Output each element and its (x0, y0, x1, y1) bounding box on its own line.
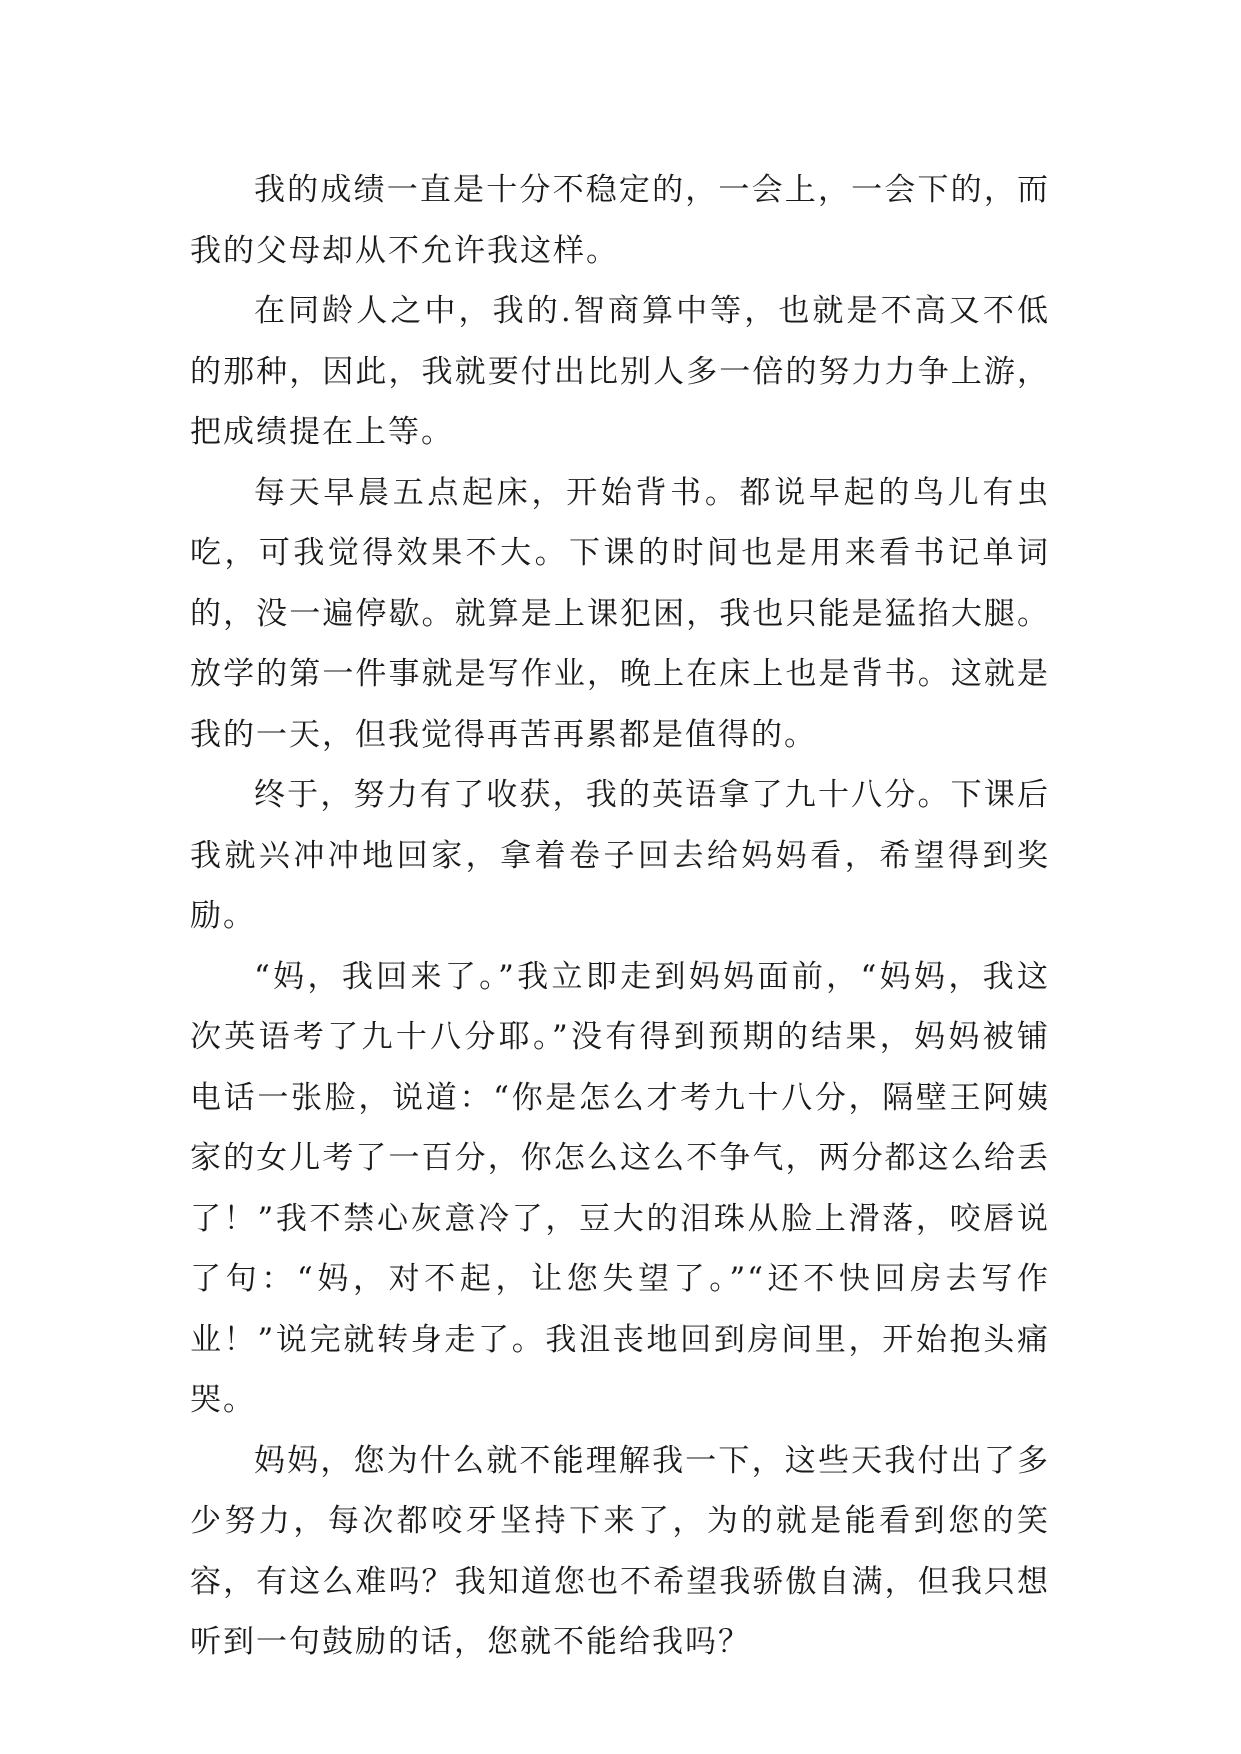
paragraph-2: 在同龄人之中，我的.智商算中等，也就是不高又不低的那种，因此，我就要付出比别人多一倍的努力力争上游，把成绩提在上等。 (190, 293, 1050, 450)
paragraph-1: 我的成绩一直是十分不稳定的，一会上，一会下的，而我的父母却从不允许我这样。 (190, 172, 1050, 269)
paragraph-6: 妈妈，您为什么就不能理解我一下，这些天我付出了多少努力，每次都咬牙坚持下来了，为的就是能看到您的笑容，有这么难吗？我知道您也不希望我骄傲自满，但我只想听到一句鼓励的话，您就不能给我吗？ (190, 1442, 1050, 1660)
paragraph-4: 终于，努力有了收获，我的英语拿了九十八分。下课后我就兴冲冲地回家，拿着卷子回去给妈妈看，希望得到奖励。 (190, 777, 1050, 934)
essay-body (190, 160, 1050, 1673)
paragraph-3: 每天早晨五点起床，开始背书。都说早起的鸟儿有虫吃，可我觉得效果不大。下课的时间也是用来看书记单词的，没一遍停歇。就算是上课犯困，我也只能是猛掐大腿。放学的第一件事就是写作业，晚上在床上也是背书。这就是我的一天，但我觉得再苦再累都是值得的。 (190, 474, 1050, 753)
paragraph-5: “妈，我回来了。”我立即走到妈妈面前，“妈妈，我这次英语考了九十八分耶。”没有得到预期的结果，妈妈被铺电话一张脸，说道：“你是怎么才考九十八分，隔壁王阿姨家的女儿考了一百分，你怎么这么不争气，两分都这么给丢了！”我不禁心灰意冷了，豆大的泪珠从脸上滑落，咬唇说了句：“妈，对不起，让您失望了。”“还不快回房去写作业！”说完就转身走了。我沮丧地回到房间里，开始抱头痛哭。 (190, 958, 1050, 1418)
